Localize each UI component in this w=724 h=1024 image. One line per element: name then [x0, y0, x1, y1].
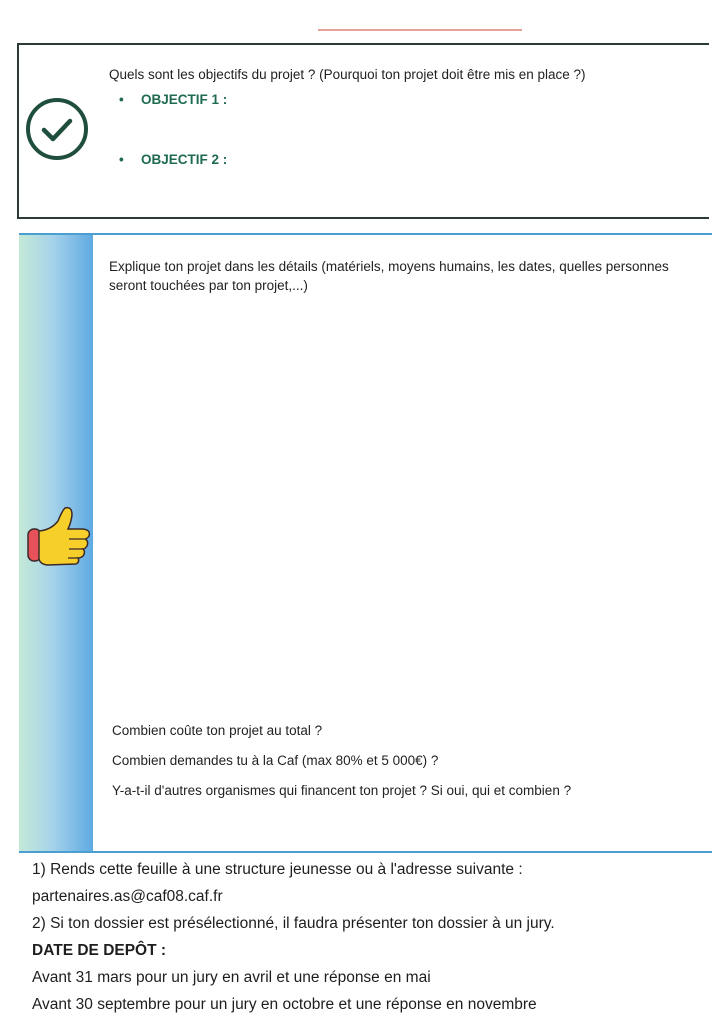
deadline-heading: DATE DE DEPÔT :	[32, 942, 167, 959]
submission-instructions	[32, 856, 712, 1018]
objectives-section	[17, 43, 709, 219]
other-funders-question: Y-a-t-il d'autres organismes qui financent ton projet ? Si oui, qui et combien ?	[112, 783, 572, 798]
step-2: 2) Si ton dossier est présélectionné, il faudra présenter ton dossier à un jury.	[32, 915, 555, 932]
email-address: partenaires.as@caf08.caf.fr	[32, 888, 223, 905]
project-details-section	[19, 233, 712, 853]
objective-1-label: OBJECTIF 1 :	[141, 92, 228, 107]
top-accent-line	[318, 29, 522, 31]
caf-request-question: Combien demandes tu à la Caf (max 80% et 5 000€) ?	[112, 753, 439, 768]
objective-2-label: OBJECTIF 2 :	[141, 152, 228, 167]
project-details-instruction: Explique ton projet dans les détails (matériels, moyens humains, les dates, quelles personnes seront touchées par ton projet,...)	[109, 259, 669, 293]
objective-1	[119, 92, 227, 107]
objectives-question: Quels sont les objectifs du projet ? (Pourquoi ton projet doit être mis en place ?)	[109, 67, 586, 82]
thumbs-up-icon	[25, 503, 93, 567]
objective-2	[119, 152, 227, 167]
check-circle-icon	[25, 97, 89, 161]
deadline-1: Avant 31 mars pour un jury en avril et une réponse en mai	[32, 969, 431, 986]
deadline-2: Avant 30 septembre pour un jury en octobre et une réponse en novembre	[32, 996, 537, 1013]
bullet: •	[119, 152, 124, 167]
bullet: •	[119, 92, 124, 107]
step-1: 1) Rends cette feuille à une structure jeunesse ou à l'adresse suivante :	[32, 861, 523, 878]
total-cost-question: Combien coûte ton projet au total ?	[112, 723, 323, 738]
